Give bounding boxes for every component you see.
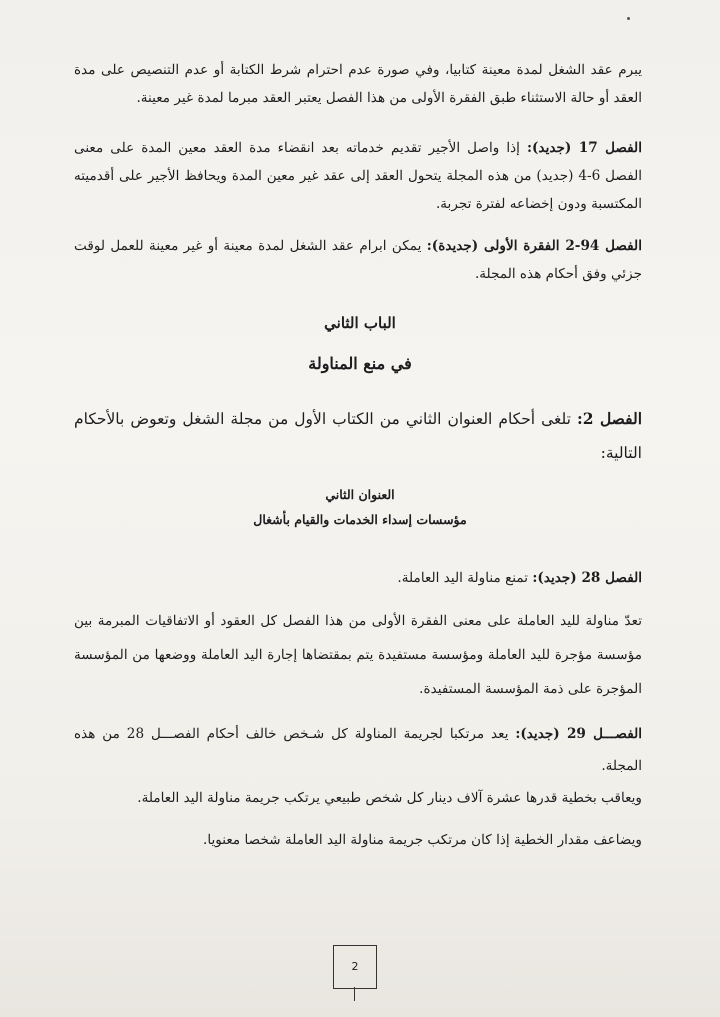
paper-mark [627,17,630,20]
article-17 [74,134,642,218]
paragraph-contract-writing [74,56,642,112]
paragraph-text: يبرم عقد الشغل لمدة معينة كتابيا، وفي صورة عدم احترام شرط الكتابة أو عدم التنصيص على مدة العقد أو حالة الاستثناء طبق الفقرة الأولى من هذا الفصل يعتبر العقد مبرما لمدة غير معينة. [74,62,642,106]
paragraph-text: ويعاقب بخطية قدرها عشرة آلاف دينار كل شخص طبيعي يرتكب جريمة مناولة اليد العاملة. [137,790,642,806]
article-17-label: الفصل 17 (جديد): [526,140,642,156]
page-number-line [354,987,355,1001]
paragraph-text: ويضاعف مقدار الخطية إذا كان مرتكب جريمة مناولة اليد العاملة شخصا معنويا. [203,832,642,848]
page-number-box [333,945,377,989]
page-number: 2 [351,960,359,973]
chapter-title: مؤسسات إسداء الخدمات والقيام بأشغال [253,512,467,527]
article-29-label: الفصـــل 29 (جديد): [515,726,642,742]
article-28-label: الفصل 28 (جديد): [532,570,642,586]
article-17-text: إذا واصل الأجير تقديم خدماته بعد انقضاء مدة العقد معين المدة على معنى الفصل 6-4 (جديد) من هذه المجلة يتحول العقد إلى عقد غير معين المدة ويحافظ الأجير على أقدميته المكتسبة ودون إخضاعه لفترة تجربة. [74,140,643,212]
article-29-text: يعد مرتكبا لجريمة المناولة كل شـخص خالف أحكام الفصـــل 28 من هذه المجلة. [74,726,642,774]
article-2 [74,402,642,470]
chapter-heading: العنوان الثاني [325,487,395,502]
article-29 [74,718,642,782]
article-94-2-text: يمكن ابرام عقد الشغل لمدة معينة أو غير معينة للعمل لوقت جزئي وفق أحكام هذه المجلة. [74,238,642,282]
article-94-2-label: الفصل 94-2 الفقرة الأولى (جديدة): [426,238,642,254]
article-28-text: تمنع مناولة اليد العاملة. [397,570,533,586]
article-2-text: تلغى أحكام العنوان الثاني من الكتاب الأول من مجلة الشغل وتعوض بالأحكام التالية: [74,410,642,462]
article-28 [74,564,642,592]
paragraph-fine [74,784,642,812]
paragraph-fine-doubled [74,826,642,854]
paragraph-subcontracting-definition [74,604,642,706]
paragraph-text: تعدّ مناولة لليد العاملة على معنى الفقرة الأولى من هذا الفصل كل العقود أو الاتفاقيات المبرمة بين مؤسسة مؤجرة لليد العاملة ومؤسسة مستفيدة يتم بمقتضاها إجارة اليد العاملة ووضعها من المؤسسة المؤجرة على ذمة المؤسسة المستفيدة. [74,613,642,697]
article-94-2 [74,232,642,288]
section-heading: الباب الثاني [324,314,396,332]
section-title: في منع المناولة [308,354,412,373]
article-2-label: الفصل 2: [576,409,642,428]
